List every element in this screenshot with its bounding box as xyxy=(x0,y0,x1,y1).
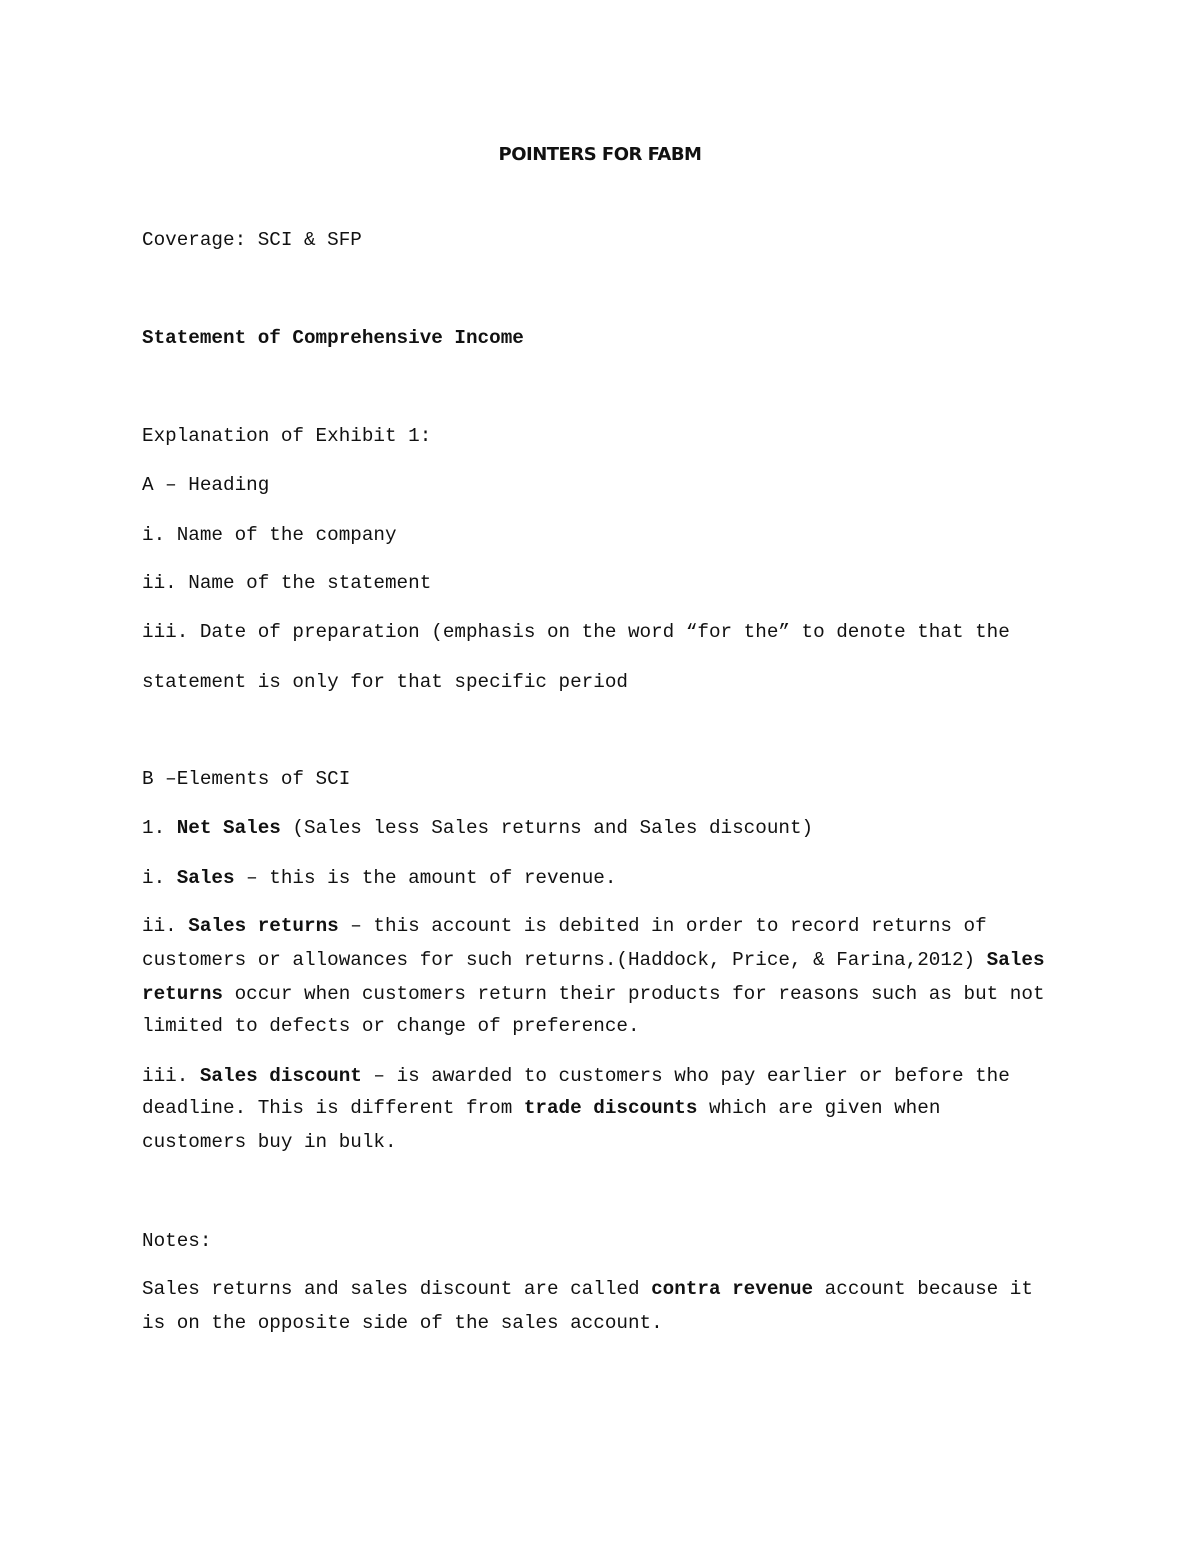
term-sales-returns: Sales returns xyxy=(188,915,339,937)
list-number: i. xyxy=(142,867,177,889)
part-a-item-1: i. Name of the company xyxy=(142,524,397,546)
list-number: 1. xyxy=(142,817,177,839)
definition-text: deadline. This is different from xyxy=(142,1097,524,1119)
sales-line xyxy=(142,869,616,888)
sales-discount-line-3: customers buy in bulk. xyxy=(142,1131,397,1153)
definition-text: (Sales less Sales returns and Sales discount) xyxy=(280,817,814,839)
part-a-item-3: iii. Date of preparation (emphasis on the word “for the” to denote that the xyxy=(142,621,1010,643)
explanation-line: Explanation of Exhibit 1: xyxy=(142,425,432,447)
part-b-heading: B –Elements of SCI xyxy=(142,768,351,790)
notes-text: account because it xyxy=(813,1278,1033,1300)
term-sales: Sales xyxy=(986,949,1045,971)
term-returns: returns xyxy=(142,983,223,1005)
term-sales: Sales xyxy=(176,867,235,889)
sales-discount-line-1 xyxy=(142,1067,1010,1086)
notes-line-1 xyxy=(142,1280,1033,1299)
document-title: POINTERS FOR FABM xyxy=(498,144,702,165)
part-a-item-2: ii. Name of the statement xyxy=(142,572,432,594)
term-trade-discounts: trade discounts xyxy=(523,1097,698,1119)
part-a-item-3-continued: statement is only for that specific period xyxy=(142,671,628,693)
definition-text: – this is the amount of revenue. xyxy=(234,867,617,889)
sales-returns-line-4: limited to defects or change of preference. xyxy=(142,1015,640,1037)
notes-line-2: is on the opposite side of the sales account. xyxy=(142,1312,663,1334)
sales-returns-line-2 xyxy=(142,951,1045,970)
section-heading: Statement of Comprehensive Income xyxy=(142,327,524,349)
sales-returns-line-1 xyxy=(142,917,987,936)
definition-text: – this account is debited in order to record returns of xyxy=(338,915,987,937)
sales-returns-line-3 xyxy=(142,985,1045,1004)
definition-text: which are given when xyxy=(697,1097,941,1119)
net-sales-line xyxy=(142,819,813,838)
term-net-sales: Net Sales xyxy=(176,817,281,839)
term-contra-revenue: contra revenue xyxy=(651,1278,814,1300)
list-number: ii. xyxy=(142,915,189,937)
notes-text: Sales returns and sales discount are called xyxy=(142,1278,652,1300)
sales-discount-line-2 xyxy=(142,1099,940,1118)
list-number: iii. xyxy=(142,1065,200,1087)
definition-text: customers or allowances for such returns.(Haddock, Price, & Farina,2012) xyxy=(142,949,987,971)
part-a-heading: A – Heading xyxy=(142,474,270,496)
notes-label: Notes: xyxy=(142,1230,212,1252)
coverage-line: Coverage: SCI & SFP xyxy=(142,229,362,251)
definition-text: – is awarded to customers who pay earlier or before the xyxy=(361,1065,1010,1087)
term-sales-discount: Sales discount xyxy=(199,1065,362,1087)
definition-text: occur when customers return their products for reasons such as but not xyxy=(223,983,1045,1005)
